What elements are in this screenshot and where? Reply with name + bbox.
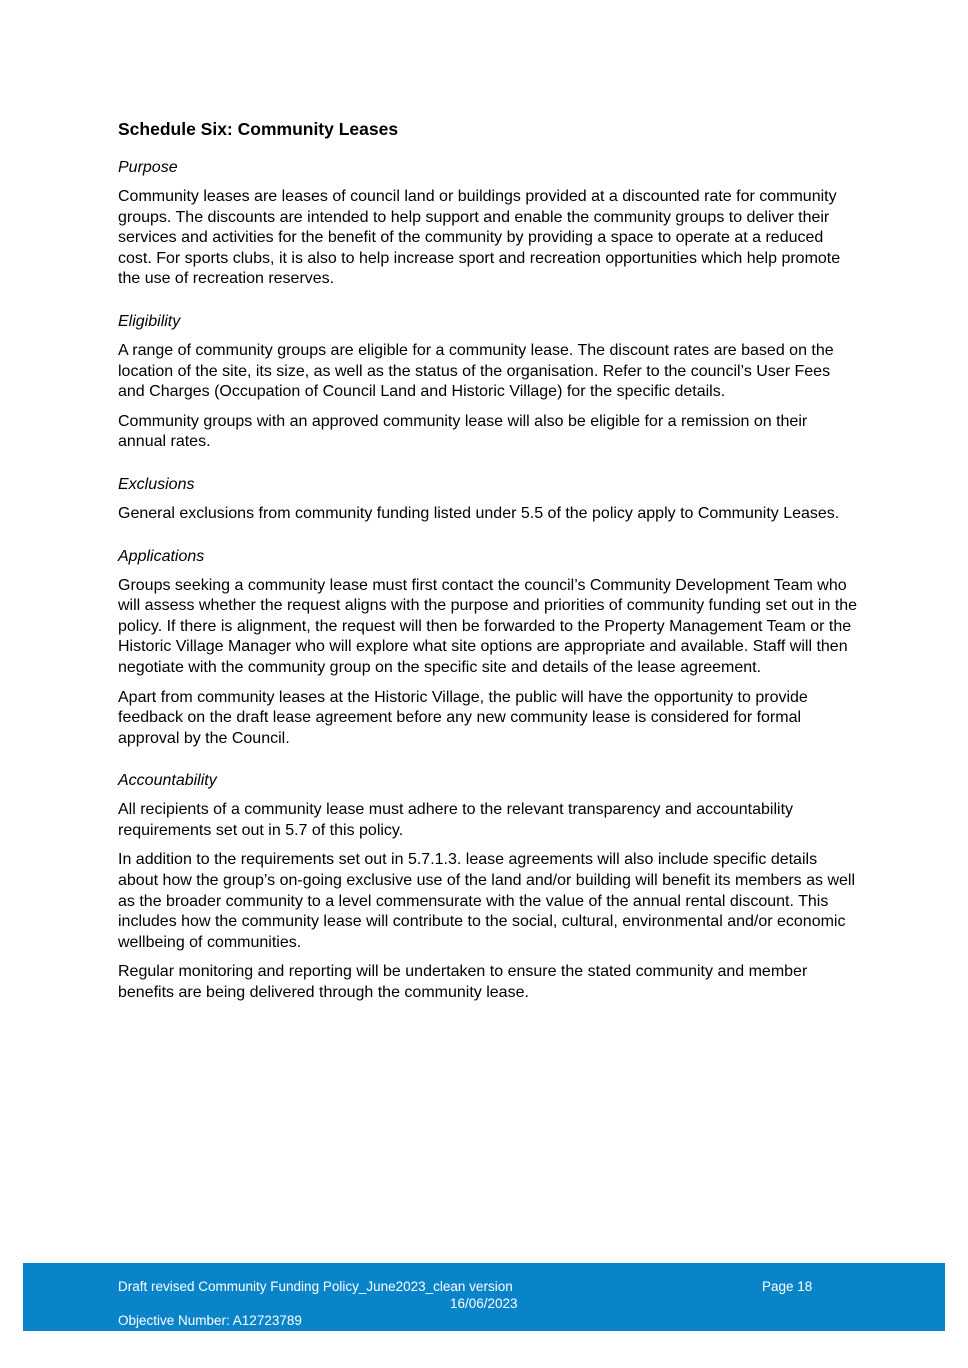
page-content	[118, 117, 858, 1026]
section-heading: Purpose	[118, 159, 178, 176]
section-heading: Applications	[118, 547, 205, 565]
page-title: Schedule Six: Community Leases	[118, 119, 399, 139]
section-heading: Eligibility	[118, 312, 181, 330]
footer-document-name: Draft revised Community Funding Policy_June2023_clean version	[118, 1279, 513, 1294]
footer-page-number: Page 18	[762, 1279, 813, 1294]
paragraph: A range of community groups are eligible for a community lease. The discount rates are based on the location of the site, its size, as well as the status of the organisation. Refer to the council’s User Fees and Charges (Occupation of Council Land and Historic Village) for the specific details.	[118, 341, 834, 401]
paragraph: Regular monitoring and reporting will be undertaken to ensure the stated community and member benefits are being delivered through the community lease.	[118, 963, 808, 1002]
paragraph: Community groups with an approved community lease will also be eligible for a remission on their annual rates.	[118, 412, 808, 451]
paragraph: General exclusions from community funding listed under 5.5 of the policy apply to Community Leases.	[118, 504, 840, 522]
section-accountability	[118, 771, 858, 1003]
footer-objective-number: Objective Number: A12723789	[118, 1313, 302, 1328]
paragraph: Groups seeking a community lease must first contact the council’s Community Development Team who will assess whether the request aligns with the purpose and priorities of community funding set out in the policy. If there is alignment, the request will then be forwarded to the Property Management Team or the Historic Village Manager who will explore what site options are appropriate and available. Staff will then negotiate with the community group on the specific site and details of the lease agreement.	[118, 576, 858, 676]
paragraph: Apart from community leases at the Historic Village, the public will have the opportunity to provide feedback on the draft lease agreement before any new community lease is considered for formal approval by the Council.	[118, 688, 808, 747]
section-exclusions	[118, 475, 858, 525]
section-eligibility	[118, 312, 858, 453]
section-heading: Exclusions	[118, 475, 195, 493]
section-applications	[118, 547, 858, 750]
section-purpose	[118, 158, 858, 290]
paragraph: Community leases are leases of council land or buildings provided at a discounted rate for community groups. The discounts are intended to help support and enable the community groups to deliver their services and activities for the benefit of the community by providing a space to operate at a reduced cost. For sports clubs, it is also to help increase sport and recreation opportunities which help promote the use of recreation reserves.	[118, 188, 841, 288]
paragraph: In addition to the requirements set out in 5.7.1.3. lease agreements will also include specific details about how the group’s on-going exclusive use of the land and/or building will benefit its members as well as the broader community to a level commensurate with the value of the annual rental discount. This includes how the community lease will contribute to the social, cultural, environmental and/or economic wellbeing of communities.	[118, 851, 856, 951]
page-footer	[23, 1263, 945, 1331]
footer-date: 16/06/2023	[450, 1296, 518, 1311]
paragraph: All recipients of a community lease must adhere to the relevant transparency and accountability requirements set out in 5.7 of this policy.	[118, 801, 794, 839]
section-heading: Accountability	[118, 772, 217, 790]
